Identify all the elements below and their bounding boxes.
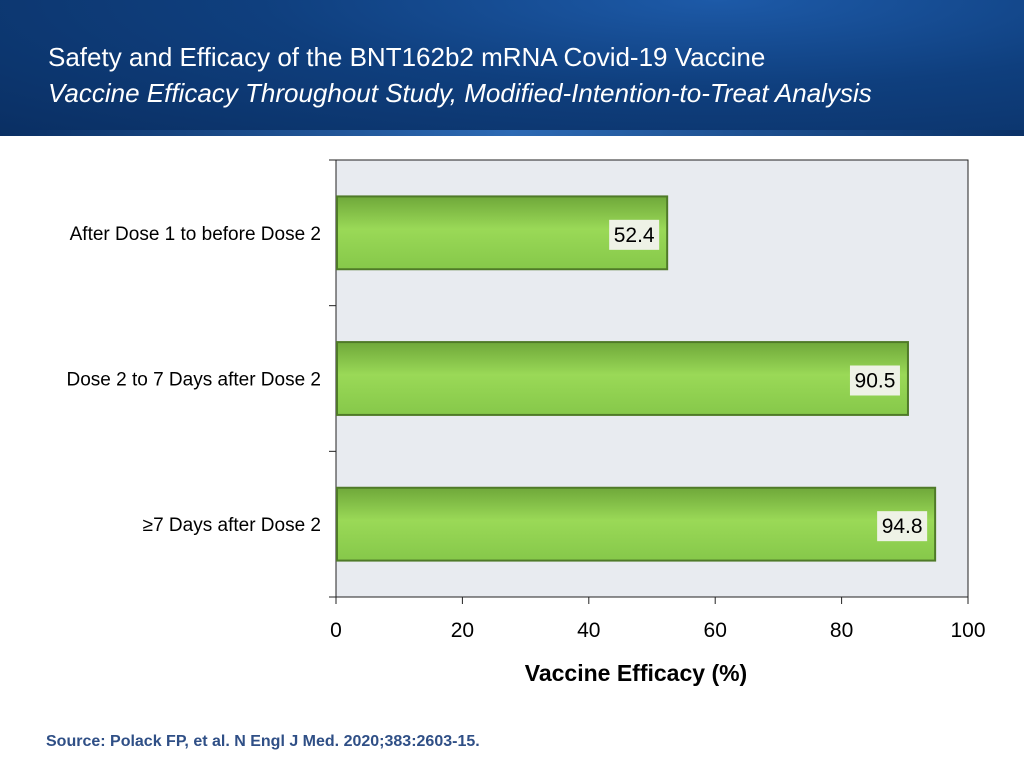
x-axis-title: Vaccine Efficacy (%) bbox=[524, 660, 748, 686]
x-tick-label: 40 bbox=[577, 619, 601, 642]
category-label: Dose 2 to 7 Days after Dose 2 bbox=[66, 369, 321, 391]
page-title: Safety and Efficacy of the BNT162b2 mRNA Covid-19 Vaccine bbox=[48, 42, 766, 72]
category-label: ≥7 Days after Dose 2 bbox=[142, 515, 321, 537]
bar-3 bbox=[337, 488, 935, 561]
x-tick-label: 20 bbox=[450, 619, 475, 642]
category-label: After Dose 1 to before Dose 2 bbox=[69, 223, 321, 245]
x-tick-label: 60 bbox=[703, 619, 727, 642]
data-label: 94.8 bbox=[881, 515, 923, 539]
data-label: 90.5 bbox=[854, 369, 896, 393]
x-tick-label: 0 bbox=[330, 619, 342, 642]
page-subtitle: Vaccine Efficacy Throughout Study, Modified-Intention-to-Treat Analysis bbox=[48, 78, 872, 108]
x-tick-label: 80 bbox=[829, 619, 854, 642]
data-label: 52.4 bbox=[613, 223, 655, 247]
source-citation: Source: Polack FP, et al. N Engl J Med. 2020;383:2603-15. bbox=[46, 733, 480, 750]
bar-2 bbox=[337, 342, 908, 415]
x-tick-label: 100 bbox=[950, 619, 986, 642]
